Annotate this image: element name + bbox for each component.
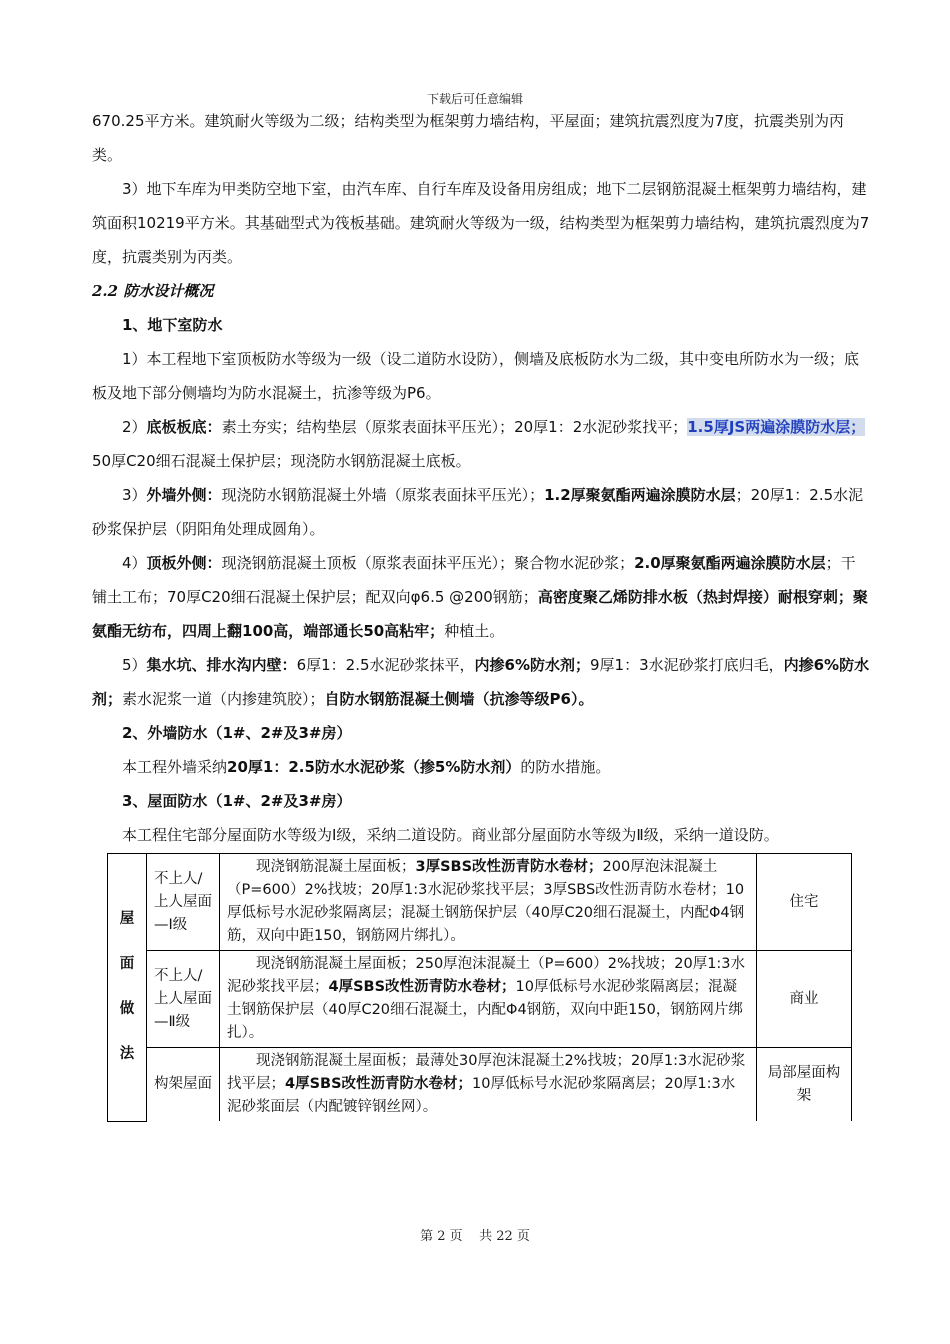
item-text: 本工程外墙采纳 [122, 758, 228, 776]
bold-text: 4厚SBS改性沥青防水卷材； [285, 1076, 473, 1092]
item-text: ；20厚1：2.5水泥砂浆保护层（阴阳角处理成圆角）。 [92, 486, 864, 538]
bold-text: 1.2厚聚氨酯两遍涂膜防水层 [544, 486, 736, 504]
cell-text: 现浇钢筋混凝土屋面板；最薄处30厚泡沫混凝土2%找坡；20厚1:3水泥砂浆找平层； [227, 1053, 746, 1092]
description-cell [220, 1048, 757, 1122]
item-text: 种植土。 [444, 622, 505, 640]
row-header-char: 法 [119, 1046, 135, 1063]
bold-text: 3厚SBS改性沥青防水卷材； [415, 859, 603, 875]
bold-text: 内掺6%防水剂； [92, 656, 870, 708]
item-title: 集水坑、排水沟内壁： [146, 656, 297, 674]
section-title: 2.2 防水设计概况 [92, 282, 214, 300]
item-text: 素水泥浆一道（内掺建筑胶）； [122, 690, 325, 708]
level-cell: 不上人/上人屋面—Ⅰ级 [147, 854, 220, 951]
subheading: 2、外墙防水（1#、2#及3#房） [122, 724, 352, 742]
bold-text: 高密度聚乙烯防排水板（热封焊接）耐根穿刺；聚氨酯无纺布，四周上翻100高，端部通长50高粘牢； [92, 588, 868, 640]
item-text: 现浇钢筋混凝土顶板（原浆表面抹平压光）；聚合物水泥砂浆； [221, 554, 635, 572]
row-header-cell [108, 854, 147, 1122]
cell-text: 200厚泡沫混凝土（P=600）2%找坡；20厚1:3水泥砂浆找平层；3厚SBS改性沥青防水卷材；10厚低标号水泥砂浆隔离层；混凝土钢筋保护层（40厚C20细石混凝土，内配Φ4钢筋，双向中距150，钢筋网片绑扎）。 [227, 859, 745, 944]
subheading: 3、屋面防水（1#、2#及3#房） [122, 792, 352, 810]
paragraph: 本工程住宅部分屋面防水等级为Ⅰ级，采纳二道设防。商业部分屋面防水等级为Ⅱ级，采纳一道设防。 [122, 826, 779, 844]
paragraph [92, 750, 870, 784]
bold-text: 20厚1：2.5防水水泥砂浆（掺5%防水剂） [227, 758, 521, 776]
paragraph: 3）地下车库为甲类防空地下室，由汽车库、自行车库及设备用房组成；地下二层钢筋混凝土框架剪力墙结构，建筑面积10219平方米。其基础型式为筏板基础。建筑耐火等级为一级，结构类型为框架剪力墙结构，建筑抗震烈度为7度，抗震类别为丙类。 [92, 180, 870, 266]
paragraph [92, 546, 870, 648]
level-cell: 构架屋面 [147, 1048, 220, 1122]
level-cell: 不上人/上人屋面—Ⅱ级 [147, 951, 220, 1048]
usage-cell: 住宅 [757, 854, 852, 951]
usage-cell: 局部屋面构架 [757, 1048, 852, 1122]
bold-text: 内掺6%防水剂； [474, 656, 590, 674]
bold-text: 2.0厚聚氨酯两遍涂膜防水层 [634, 554, 826, 572]
paragraph: 1）本工程地下室顶板防水等级为一级（设二道防水设防），侧墙及底板防水为二级，其中变电所防水为一级；底板及地下部分侧墙均为防水混凝土，抗渗等级为P6。 [92, 350, 860, 402]
cell-text: 10厚低标号水泥砂浆隔离层；混凝土钢筋保护层（40厚C20细石混凝土，内配Φ4钢筋，双向中距150，钢筋网片绑扎）。 [227, 979, 743, 1041]
table-row [108, 951, 852, 1048]
bold-text: 自防水钢筋混凝土侧墙（抗渗等级P6）。 [324, 690, 594, 708]
document-body [92, 104, 870, 852]
row-header-char: 屋 [119, 911, 135, 928]
item-text: 素土夯实；结构垫层（原浆表面抹平压光）；20厚1：2水泥砂浆找平； [221, 418, 688, 436]
paragraph [92, 410, 870, 478]
row-header-char: 做 [119, 1001, 135, 1018]
item-text: 9厚1：3水泥砂浆打底归毛， [589, 656, 784, 674]
page-header: 下载后可任意编辑 [426, 92, 523, 106]
item-number: 5） [122, 656, 147, 674]
item-text: 的防水措施。 [520, 758, 611, 776]
highlighted-text: 1.5厚JS两遍涂膜防水层； [687, 418, 866, 436]
usage-cell: 商业 [757, 951, 852, 1048]
cell-text: 现浇钢筋混凝土屋面板；250厚泡沫混凝土（P=600）2%找坡；20厚1:3水泥砂浆找平层； [227, 956, 746, 995]
row-header-char: 面 [119, 956, 135, 973]
item-number: 4） [122, 554, 147, 572]
item-number: 3） [122, 486, 147, 504]
table-row [108, 1048, 852, 1122]
cell-text: 10厚低标号水泥砂浆隔离层；20厚1:3水泥砂浆面层（内配镀锌钢丝网）。 [227, 1076, 736, 1115]
item-title: 顶板外侧： [146, 554, 222, 572]
item-text: 现浇防水钢筋混凝土外墙（原浆表面抹平压光）； [221, 486, 545, 504]
item-number: 2） [122, 418, 147, 436]
item-text: 50厚C20细石混凝土保护层；现浇防水钢筋混凝土底板。 [92, 452, 471, 470]
bold-text: 4厚SBS改性沥青防水卷材； [328, 979, 516, 995]
item-title: 底板板底： [146, 418, 222, 436]
subheading: 1、地下室防水 [122, 316, 223, 334]
paragraph: 670.25平方米。建筑耐火等级为二级；结构类型为框架剪力墙结构，平屋面；建筑抗震烈度为7度，抗震类别为丙类。 [92, 112, 845, 164]
paragraph [92, 648, 870, 716]
description-cell [220, 951, 757, 1048]
roof-method-table [107, 853, 852, 1122]
item-title: 外墙外侧： [146, 486, 222, 504]
item-text: 6厚1：2.5水泥砂浆抹平， [296, 656, 475, 674]
cell-text: 现浇钢筋混凝土屋面板； [256, 859, 416, 875]
item-text: ；干铺土工布；70厚C20细石混凝土保护层；配双向φ6.5 @200钢筋； [92, 554, 856, 606]
page-footer: 第 2 页 共 22 页 [420, 1229, 530, 1244]
paragraph [92, 478, 870, 546]
table-row [108, 854, 852, 951]
description-cell [220, 854, 757, 951]
